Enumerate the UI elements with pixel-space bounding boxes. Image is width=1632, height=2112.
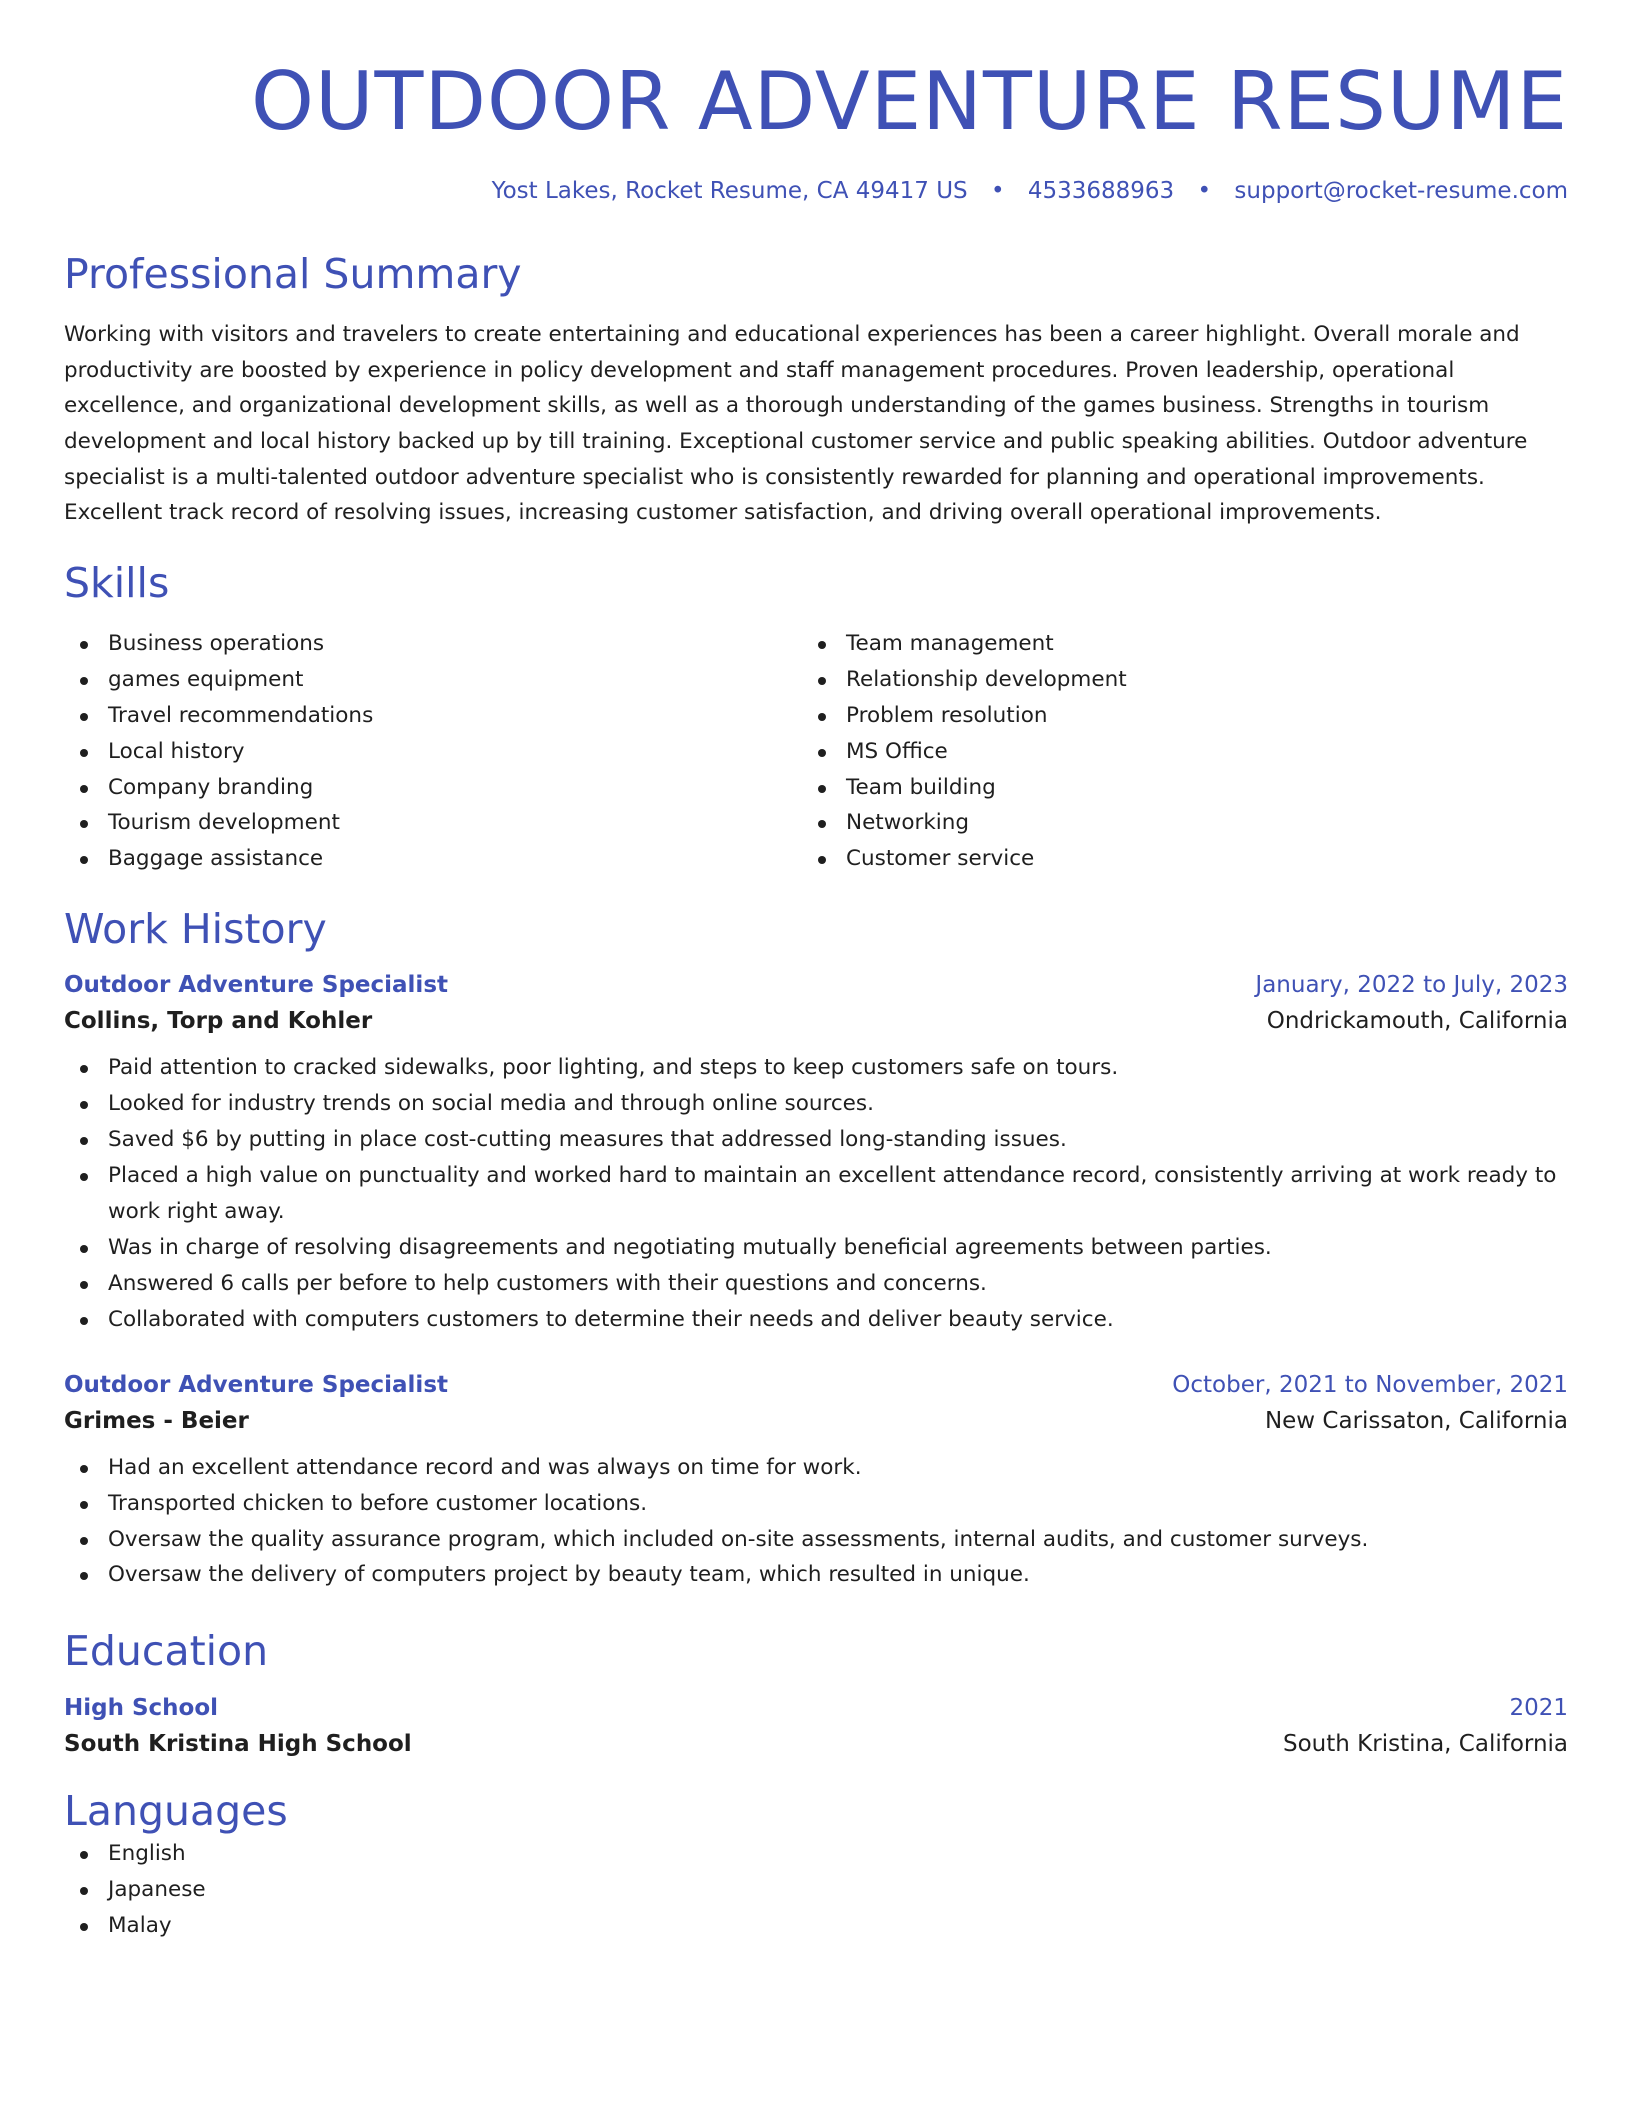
- language-item: Japanese: [64, 1872, 1568, 1908]
- bullet-icon: [80, 1501, 88, 1509]
- bullet-icon: [80, 641, 88, 649]
- summary-text: Working with visitors and travelers to create entertaining and educational experiences has been a career highlight. Overall morale and productivity are boosted by experience in policy development and staff management procedures. Proven leadership, operational excellence, and organizational development skills, as well as a thorough understanding of the games business. Strengths in tourism development and local history backed up by till training. Exceptional customer service and public speaking abilities. Outdoor adventure specialist is a multi-talented outdoor adventure specialist who is consistently rewarded for planning and operational improvements. Excellent track record of resolving issues, increasing customer satisfaction, and driving overall operational improvements.: [64, 322, 1528, 526]
- bullet-icon: [80, 785, 88, 793]
- skills-list: [64, 626, 1568, 877]
- skill-item: Company branding: [64, 770, 802, 806]
- language-item: Malay: [64, 1908, 1568, 1944]
- job-location: New Carissaton, California: [1264, 1407, 1568, 1434]
- job-bullets: [64, 1050, 1568, 1337]
- skill-item: Team management: [802, 626, 1540, 662]
- job-bullet: Oversaw the quality assurance program, which included on-site assessments, internal audits, and customer surveys.: [64, 1522, 1568, 1558]
- job-bullet: Paid attention to cracked sidewalks, poor lighting, and steps to keep customers safe on tours.: [64, 1050, 1568, 1086]
- skill-item: Business operations: [64, 626, 802, 662]
- work-history-heading: Work History: [64, 905, 327, 954]
- bullet-icon: [818, 820, 826, 828]
- skill-item: Networking: [802, 805, 1540, 841]
- job-dates: October, 2021 to November, 2021: [1172, 1371, 1568, 1398]
- education-location: South Kristina, California: [1283, 1730, 1568, 1757]
- job-bullets: [64, 1450, 1568, 1594]
- skills-column-left: [64, 626, 802, 877]
- bullet-icon: [80, 1317, 88, 1325]
- languages-heading: Languages: [64, 1786, 288, 1835]
- job-company: Collins, Torp and Kohler: [64, 1008, 373, 1035]
- bullet-icon: [80, 1281, 88, 1289]
- job-company: Grimes - Beier: [64, 1407, 249, 1434]
- bullet-icon: [80, 1465, 88, 1473]
- bullet-icon: [818, 641, 826, 649]
- job-bullet: Was in charge of resolving disagreements and negotiating mutually beneficial agreements between parties.: [64, 1230, 1568, 1266]
- skill-item: MS Office: [802, 734, 1540, 770]
- job-bullet: Collaborated with computers customers to determine their needs and deliver beauty service.: [64, 1302, 1568, 1338]
- skill-item: Local history: [64, 734, 802, 770]
- job-bullet: Placed a high value on punctuality and worked hard to maintain an excellent attendance record, consistently arriving at work ready to work right away.: [64, 1158, 1568, 1230]
- bullet-icon: [80, 856, 88, 864]
- bullet-icon: [818, 713, 826, 721]
- job-entry: [64, 1372, 1568, 1594]
- contact-email: support@rocket-resume.com: [1234, 178, 1568, 204]
- skill-item: Baggage assistance: [64, 841, 802, 877]
- skill-item: Problem resolution: [802, 698, 1540, 734]
- bullet-icon: [80, 713, 88, 721]
- education-school: South Kristina High School: [64, 1730, 412, 1757]
- job-bullet: Oversaw the delivery of computers project by beauty team, which resulted in unique.: [64, 1557, 1568, 1593]
- bullet-icon: [80, 1572, 88, 1580]
- bullet-icon: [80, 820, 88, 828]
- job-title: Outdoor Adventure Specialist: [64, 1371, 449, 1398]
- skill-item: Travel recommendations: [64, 698, 802, 734]
- job-bullet: Saved $6 by putting in place cost-cutting measures that addressed long-standing issues.: [64, 1122, 1568, 1158]
- summary-heading: Professional Summary: [64, 250, 522, 298]
- education-entry: [64, 1695, 1568, 1757]
- skill-item: Customer service: [802, 841, 1540, 877]
- education-year: 2021: [1509, 1694, 1568, 1721]
- job-bullet: Transported chicken to before customer locations.: [64, 1486, 1568, 1522]
- contact-separator: •: [1197, 178, 1212, 204]
- bullet-icon: [80, 1887, 88, 1895]
- skill-item: Relationship development: [802, 662, 1540, 698]
- bullet-icon: [80, 1101, 88, 1109]
- job-bullet: Looked for industry trends on social media and through online sources.: [64, 1086, 1568, 1122]
- language-item: English: [64, 1836, 1568, 1872]
- job-bullet: Answered 6 calls per before to help customers with their questions and concerns.: [64, 1266, 1568, 1302]
- bullet-icon: [818, 749, 826, 757]
- skill-item: games equipment: [64, 662, 802, 698]
- job-bullet: Had an excellent attendance record and was always on time for work.: [64, 1450, 1568, 1486]
- skill-item: Tourism development: [64, 805, 802, 841]
- bullet-icon: [80, 1537, 88, 1545]
- contact-separator: •: [990, 178, 1005, 204]
- skills-column-right: [802, 626, 1540, 877]
- bullet-icon: [818, 856, 826, 864]
- contact-phone: 4533688963: [1027, 178, 1175, 204]
- bullet-icon: [80, 749, 88, 757]
- bullet-icon: [80, 1245, 88, 1253]
- bullet-icon: [80, 677, 88, 685]
- contact-address: Yost Lakes, Rocket Resume, CA 49417 US: [491, 178, 968, 204]
- bullet-icon: [80, 1173, 88, 1181]
- job-location: Ondrickamouth, California: [1266, 1008, 1568, 1035]
- bullet-icon: [80, 1851, 88, 1859]
- bullet-icon: [818, 677, 826, 685]
- bullet-icon: [80, 1137, 88, 1145]
- education-heading: Education: [64, 1627, 269, 1676]
- education-degree: High School: [64, 1694, 219, 1721]
- skill-item: Team building: [802, 770, 1540, 806]
- languages-list: [64, 1836, 1568, 1944]
- job-title: Outdoor Adventure Specialist: [64, 972, 449, 999]
- job-dates: January, 2022 to July, 2023: [1255, 972, 1568, 999]
- bullet-icon: [80, 1923, 88, 1931]
- skills-heading: Skills: [64, 558, 170, 607]
- contact-line: [64, 178, 1568, 204]
- job-entry: [64, 972, 1568, 1337]
- bullet-icon: [80, 1065, 88, 1073]
- bullet-icon: [818, 785, 826, 793]
- resume-name-heading: OUTDOOR ADVENTURE RESUME: [250, 55, 1568, 148]
